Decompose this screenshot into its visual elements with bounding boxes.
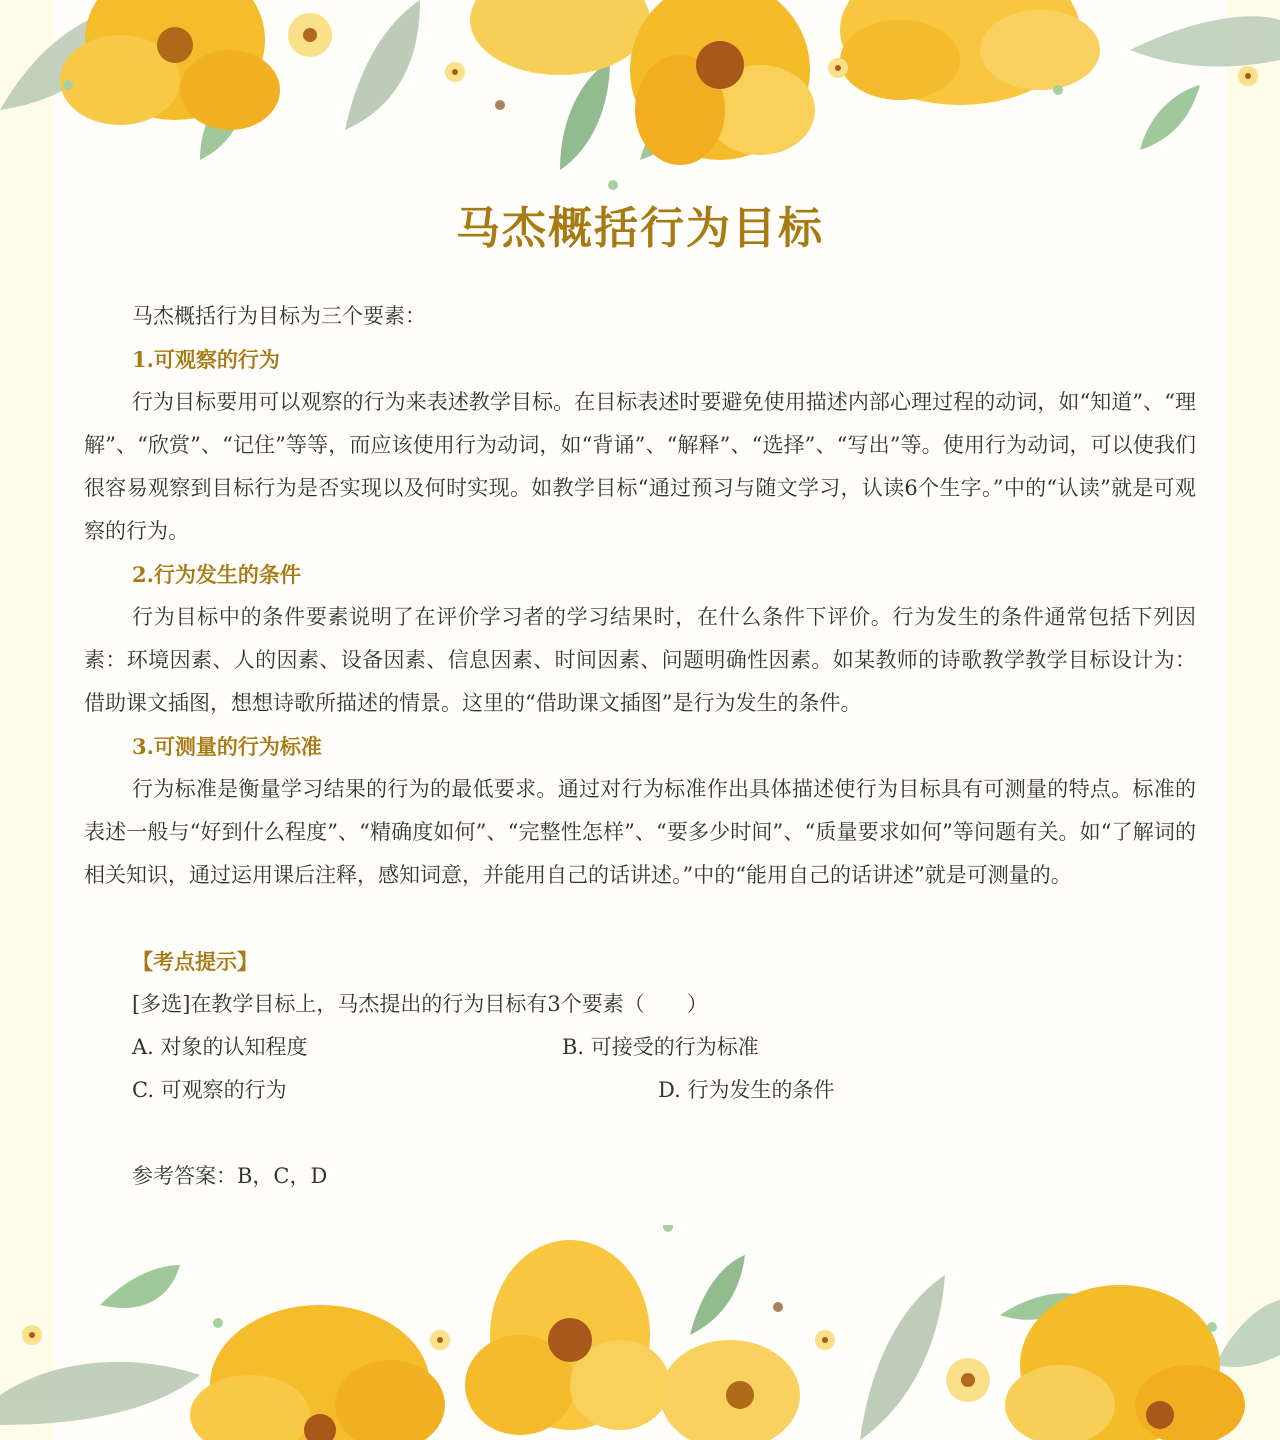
page-title: 马杰概括行为目标 <box>456 203 824 254</box>
answer-text: 参考答案：B，C，D <box>132 1164 328 1188</box>
options-row <box>84 1026 1196 1069</box>
quiz-heading: 【考点提示】 <box>132 949 258 974</box>
section-heading: 1.可观察的行为 <box>132 347 280 372</box>
article-content <box>84 295 1196 1198</box>
intro-text: 马杰概括行为目标为三个要素： <box>132 304 426 328</box>
options-row <box>84 1069 1196 1112</box>
section-body: 行为标准是衡量学习结果的行为的最低要求。通过对行为标准作出具体描述使行为目标具有可测量的特点。标准的表述一般与“好到什么程度”、“精确度如何”、“完整性怎样”、“要多少时间”、“质量要求如何”等问题有关。如“了解词的相关知识，通过运用课后注释，感知词意，并能用自己的话讲述。”中的“能用自己的话讲述”就是可测量的。 <box>84 777 1196 887</box>
quiz-question: [多选]在教学目标上，马杰提出的行为目标有3个要素（ ） <box>132 992 708 1016</box>
section-heading: 2.行为发生的条件 <box>132 562 301 587</box>
option-a: A. 对象的认知程度 <box>132 1035 308 1059</box>
option-d: D. 行为发生的条件 <box>658 1078 835 1102</box>
option-c: C. 可观察的行为 <box>132 1078 287 1102</box>
option-b: B. 可接受的行为标准 <box>562 1035 759 1059</box>
section-body: 行为目标中的条件要素说明了在评价学习者的学习结果时，在什么条件下评价。行为发生的条件通常包括下列因素：环境因素、人的因素、设备因素、信息因素、时间因素、问题明确性因素。如某教师的诗歌教学教学目标设计为：借助课文插图，想想诗歌所描述的情景。这里的“借助课文插图”是行为发生的条件。 <box>84 605 1196 715</box>
section-heading: 3.可测量的行为标准 <box>132 734 322 759</box>
section-body: 行为目标要用可以观察的行为来表述教学目标。在目标表述时要避免使用描述内部心理过程的动词，如“知道”、“理解”、“欣赏”、“记住”等等，而应该使用行为动词，如“背诵”、“解释”、“选择”、“写出”等。使用行为动词，可以使我们很容易观察到目标行为是否实现以及何时实现。如教学目标“通过预习与随文学习，认读6个生字。”中的“认读”就是可观察的行为。 <box>84 390 1196 543</box>
